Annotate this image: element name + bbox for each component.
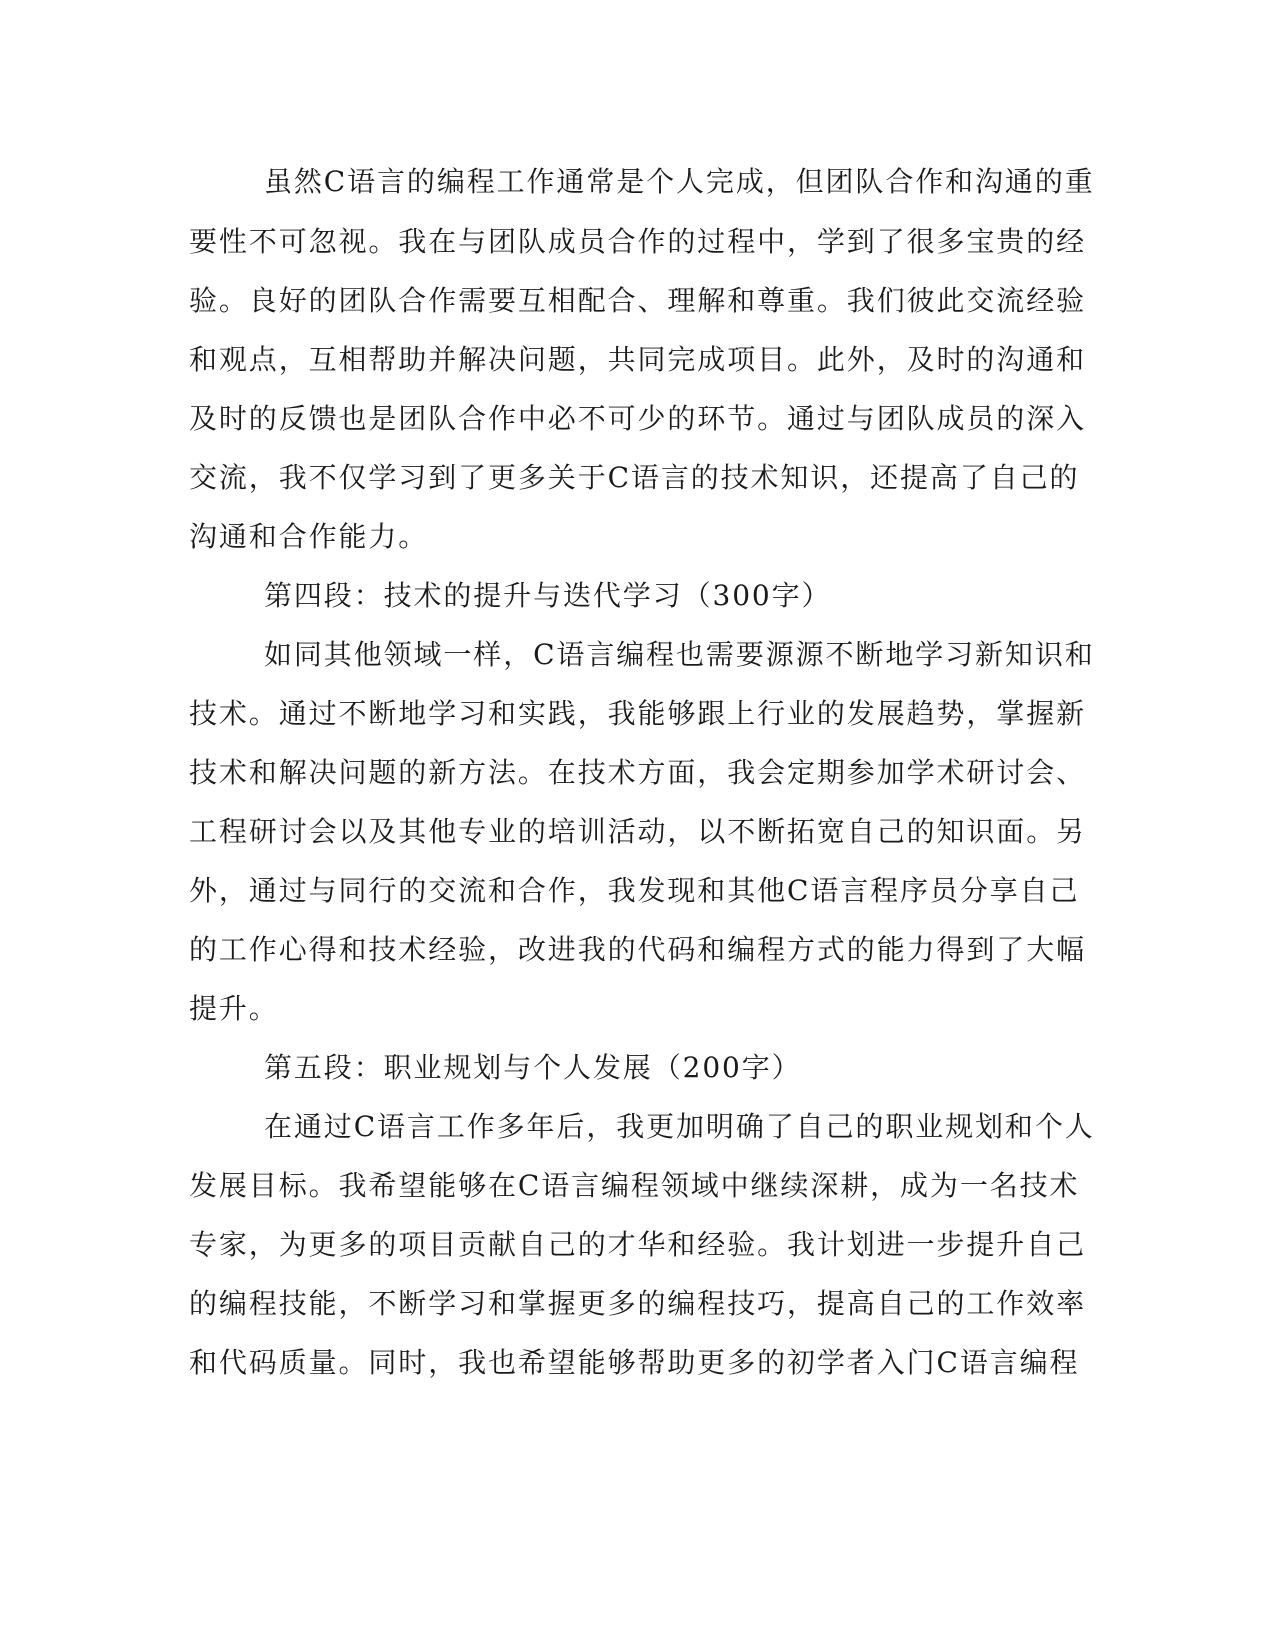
paragraph-line: 技术和解决问题的新方法。在技术方面，我会定期参加学术研讨会、 xyxy=(189,756,1087,789)
paragraph-line: 如同其他领域一样，C语言编程也需要源源不断地学习新知识和 xyxy=(264,638,1095,671)
paragraph-line: 的工作心得和技术经验，改进我的代码和编程方式的能力得到了大幅 xyxy=(189,933,1087,966)
paragraph-line: 沟通和合作能力。 xyxy=(189,520,429,553)
paragraph-line: 的编程技能，不断学习和掌握更多的编程技巧，提高自己的工作效率 xyxy=(189,1287,1087,1320)
paragraph-line: 交流，我不仅学习到了更多关于C语言的技术知识，还提高了自己的 xyxy=(189,461,1080,494)
paragraph-line: 专家，为更多的项目贡献自己的才华和经验。我计划进一步提升自己 xyxy=(189,1228,1087,1261)
paragraph-line: 在通过C语言工作多年后，我更加明确了自己的职业规划和个人 xyxy=(264,1110,1095,1143)
paragraph-line: 和观点，互相帮助并解决问题，共同完成项目。此外，及时的沟通和 xyxy=(189,343,1087,376)
paragraph-line: 和代码质量。同时，我也希望能够帮助更多的初学者入门C语言编程 xyxy=(189,1346,1080,1379)
paragraph-line: 虽然C语言的编程工作通常是个人完成，但团队合作和沟通的重 xyxy=(264,165,1095,198)
paragraph-line: 要性不可忽视。我在与团队成员合作的过程中，学到了很多宝贵的经 xyxy=(189,225,1087,258)
paragraph-line: 发展目标。我希望能够在C语言编程领域中继续深耕，成为一名技术 xyxy=(189,1169,1080,1202)
paragraph-line: 及时的反馈也是团队合作中必不可少的环节。通过与团队成员的深入 xyxy=(189,402,1087,435)
paragraph-line: 技术。通过不断地学习和实践，我能够跟上行业的发展趋势，掌握新 xyxy=(189,697,1087,730)
paragraph-line: 外，通过与同行的交流和合作，我发现和其他C语言程序员分享自己 xyxy=(189,874,1080,907)
section-heading: 第四段：技术的提升与迭代学习（300字） xyxy=(264,579,832,612)
section-heading: 第五段：职业规划与个人发展（200字） xyxy=(264,1051,802,1084)
paragraph-line: 工程研讨会以及其他专业的培训活动，以不断拓宽自己的知识面。另 xyxy=(189,815,1087,848)
paragraph-line: 提升。 xyxy=(189,992,279,1025)
paragraph-line: 验。良好的团队合作需要互相配合、理解和尊重。我们彼此交流经验 xyxy=(189,284,1087,317)
